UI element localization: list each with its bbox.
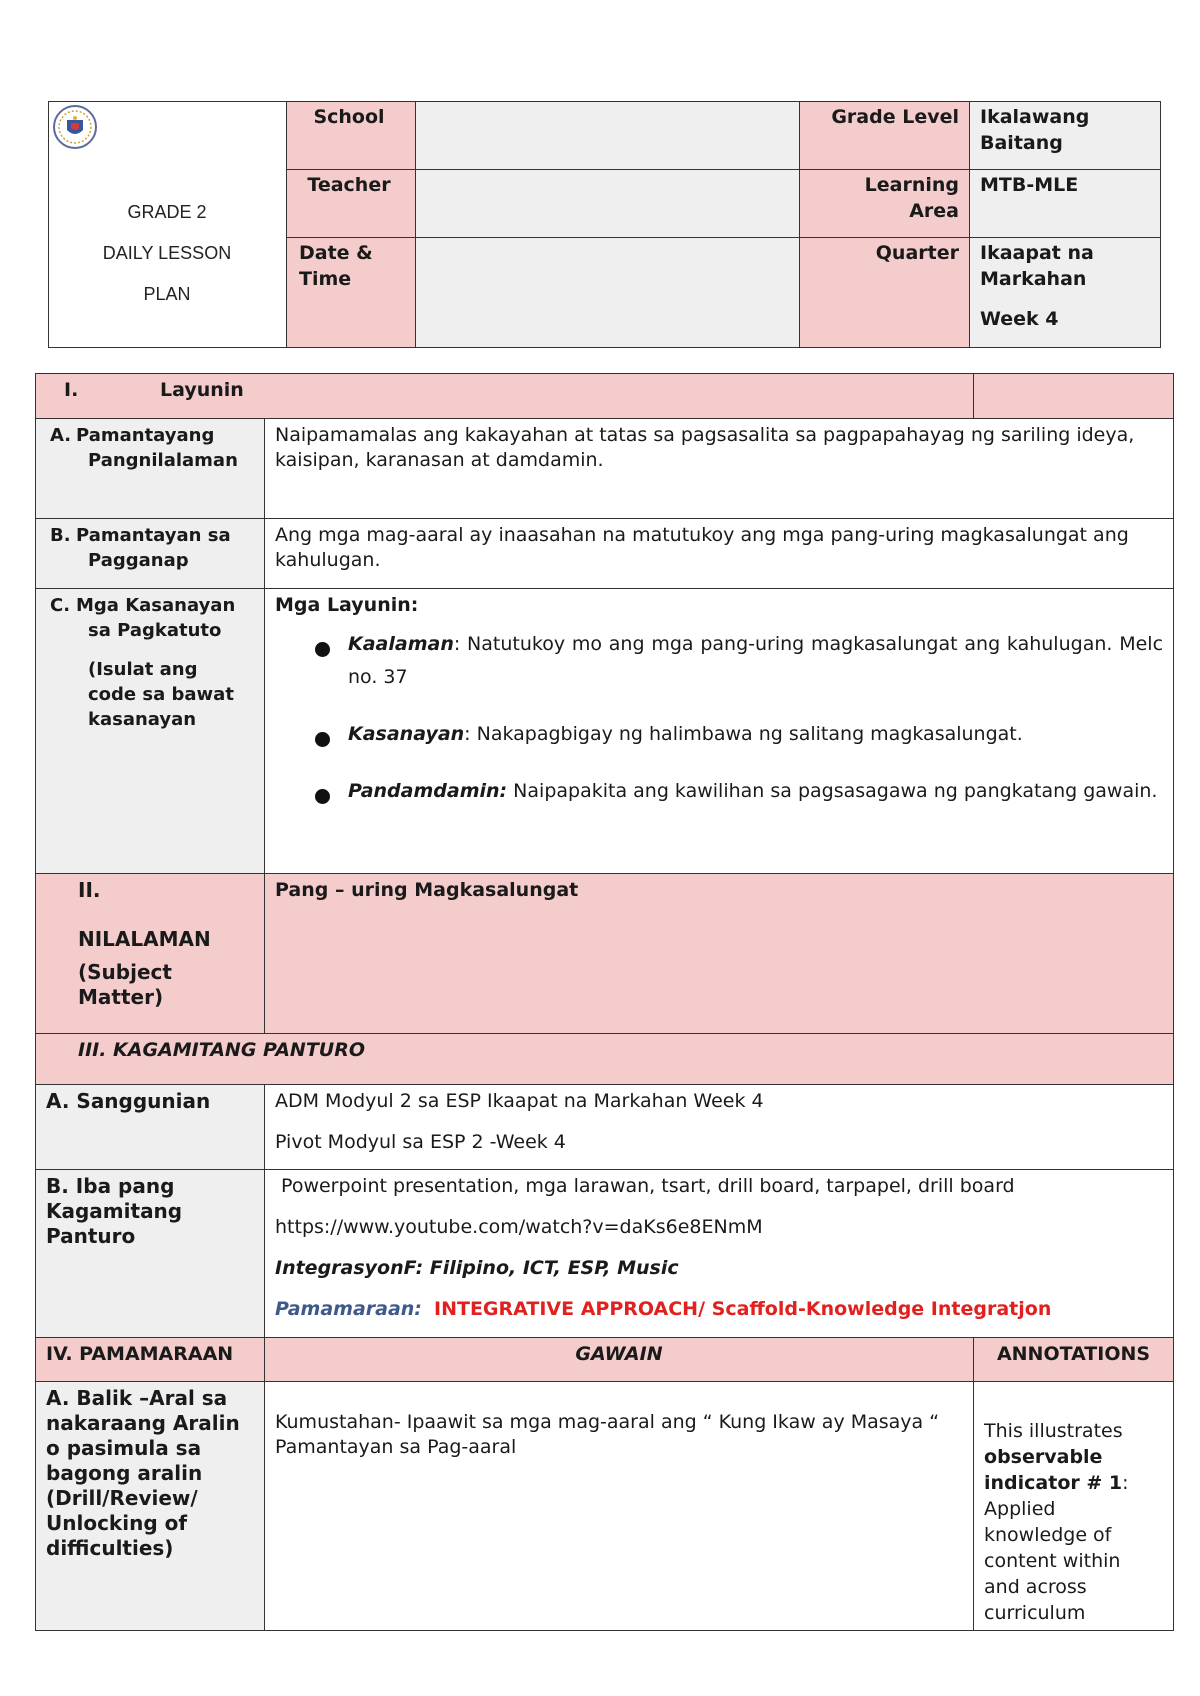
youtube-link[interactable]: https://www.youtube.com/watch?v=daKs6e8ENmM xyxy=(275,1216,763,1238)
iba-pang-kagamitan-label xyxy=(36,1170,265,1338)
nilalaman-topic: Pang – uring Magkasalungat xyxy=(265,874,1174,1034)
balik-label-7: difficulties) xyxy=(46,1536,174,1560)
c-note-2: code sa bawat xyxy=(88,684,234,705)
integrasyon-line: IntegrasyonF: Filipino, ICT, ESP, Music xyxy=(275,1257,679,1279)
learning-area-label xyxy=(800,170,970,238)
grade-level-label: Grade Level xyxy=(800,102,970,170)
nilalaman-number: II. xyxy=(78,878,101,902)
pamantayan-pagganap-label xyxy=(36,519,265,589)
objective-term: Pandamdamin: xyxy=(348,780,508,802)
a-label-1: Pamantayang xyxy=(76,425,215,446)
quarter-value xyxy=(970,238,1161,348)
layunin-title: Layunin xyxy=(160,379,244,401)
grade-level-line-2: Baitang xyxy=(980,132,1063,154)
kumustahan-text: Kumustahan- Ipaawit sa mga mag-aaral ang “ Kung Ikaw ay Masaya “ xyxy=(275,1411,940,1433)
week-label: Week 4 xyxy=(980,308,1059,330)
grade-level-value xyxy=(970,102,1161,170)
balik-aral-label xyxy=(36,1382,265,1631)
objective-text: Naipapakita ang kawilihan sa pagsasagawa ng pangkatang gawain. xyxy=(507,780,1158,802)
iba-pang-kagamitan-content xyxy=(265,1170,1174,1338)
pamamaraan-label: Pamamaraan: xyxy=(275,1298,422,1320)
doc-type-line-2: PLAN xyxy=(143,284,191,304)
quarter-line-2: Markahan xyxy=(980,268,1087,290)
objectives-list xyxy=(275,628,1163,808)
nilalaman-title: NILALAMAN xyxy=(78,927,211,951)
iba-label-2: Kagamitang xyxy=(46,1199,183,1223)
kasanayan-label xyxy=(36,589,265,874)
b-label-2: Pagganap xyxy=(88,550,189,571)
nilalaman-label xyxy=(36,874,265,1034)
c-note-1: (Isulat ang xyxy=(88,659,198,680)
doc-type-line-1: DAILY LESSON xyxy=(102,243,232,263)
iba-label-1: B. Iba pang xyxy=(46,1174,175,1198)
b-label-1: Pamantayan sa xyxy=(76,525,231,546)
learning-area-line-1: Learning xyxy=(864,174,959,196)
balik-label-3: o pasimula sa xyxy=(46,1436,202,1460)
materials-line: Powerpoint presentation, mga larawan, tsart, drill board, tarpapel, drill board xyxy=(275,1175,1015,1197)
kasanayan-content xyxy=(265,589,1174,874)
grade-level-line-1: Ikalawang xyxy=(980,106,1090,128)
objective-term: Kaalaman xyxy=(348,633,454,655)
balik-label-1: A. Balik –Aral sa xyxy=(46,1386,228,1410)
layunin-header-blank xyxy=(974,374,1174,419)
balik-label-5: (Drill/Review/ xyxy=(46,1486,198,1510)
date-line-1: Date & xyxy=(299,242,373,264)
annotation-line-5: knowledge of xyxy=(984,1524,1112,1546)
deped-seal-icon xyxy=(52,104,98,150)
bullet-icon xyxy=(315,789,330,804)
teacher-label: Teacher xyxy=(287,170,416,238)
learning-area-value: MTB-MLE xyxy=(970,170,1161,238)
annotation-line-6: content within xyxy=(984,1550,1121,1572)
school-label: School xyxy=(287,102,416,170)
date-label xyxy=(287,238,416,348)
date-line-2: Time xyxy=(299,268,352,290)
pamantayan-pag-aaral-text: Pamantayan sa Pag-aaral xyxy=(275,1436,517,1458)
annotation-line-8: curriculum xyxy=(984,1602,1086,1624)
school-field[interactable] xyxy=(416,102,800,170)
c-letter: C. xyxy=(50,595,71,616)
objective-term: Kasanayan xyxy=(348,723,465,745)
objective-item xyxy=(275,718,1163,751)
layunin-number: I. xyxy=(64,379,79,401)
sanggunian-label: A. Sanggunian xyxy=(36,1085,265,1170)
iba-label-3: Panturo xyxy=(46,1224,136,1248)
grade-title: GRADE 2 xyxy=(127,202,207,222)
c-note-3: kasanayan xyxy=(88,709,197,730)
learning-area-line-2: Area xyxy=(909,200,959,222)
annotation-line-4: Applied xyxy=(984,1498,1056,1520)
balik-label-4: bagong aralin xyxy=(46,1461,203,1485)
c-label-1: Mga Kasanayan xyxy=(76,595,236,616)
annotations-header: ANNOTATIONS xyxy=(974,1338,1174,1382)
pamamaraan-header: IV. PAMAMARAAN xyxy=(36,1338,265,1382)
objective-item xyxy=(275,628,1163,694)
annotation-colon: : xyxy=(1122,1472,1129,1494)
teacher-field[interactable] xyxy=(416,170,800,238)
a-label-2: Pangnilalaman xyxy=(88,450,238,471)
lesson-table xyxy=(35,373,1174,1631)
quarter-line-1: Ikaapat na xyxy=(980,242,1094,264)
pamantayan-pagganap-text: Ang mga mag-aaral ay inaasahan na matutukoy ang mga pang-uring magkasalungat ang kahulugan. xyxy=(265,519,1174,589)
b-letter: B. xyxy=(50,525,71,546)
subject-matter-line-2: Matter) xyxy=(78,985,164,1009)
subject-matter-line-1: (Subject xyxy=(78,960,172,984)
mga-layunin-heading: Mga Layunin: xyxy=(275,594,419,616)
annotation-line-1: This illustrates xyxy=(984,1420,1123,1442)
sanggunian-content xyxy=(265,1085,1174,1170)
objective-text: : Natutukoy mo ang mga pang-uring magkasalungat ang kahulugan. Melc no. 37 xyxy=(348,633,1164,688)
pamantayang-pangnilalaman-text: Naipamamalas ang kakayahan at tatas sa pagsasalita sa pagpapahayag ng sariling ideya, kaisipan, karanasan at damdamin. xyxy=(265,419,1174,519)
objective-text: : Nakapagbigay ng halimbawa ng salitang magkasalungat. xyxy=(464,723,1023,745)
sanggunian-line-2: Pivot Modyul sa ESP 2 -Week 4 xyxy=(275,1131,566,1153)
layunin-header xyxy=(36,374,974,419)
balik-label-6: Unlocking of xyxy=(46,1511,188,1535)
quarter-label: Quarter xyxy=(800,238,970,348)
bullet-icon xyxy=(315,642,330,657)
pamantayang-pangnilalaman-label xyxy=(36,419,265,519)
pamamaraan-value: INTEGRATIVE APPROACH/ Scaffold-Knowledge Integratjon xyxy=(434,1298,1052,1320)
balik-aral-content xyxy=(265,1382,974,1631)
annotation-line-7: and across xyxy=(984,1576,1087,1598)
balik-label-2: nakaraang Aralin xyxy=(46,1411,240,1435)
sanggunian-line-1: ADM Modyul 2 sa ESP Ikaapat na Markahan Week 4 xyxy=(275,1090,764,1112)
date-field[interactable] xyxy=(416,238,800,348)
kagamitan-header: III. KAGAMITANG PANTURO xyxy=(36,1034,1174,1085)
a-letter: A. xyxy=(50,425,72,446)
gawain-header: GAWAIN xyxy=(265,1338,974,1382)
bullet-icon xyxy=(315,732,330,747)
annotation-line-3: indicator # 1 xyxy=(984,1472,1123,1494)
c-label-2: sa Pagkatuto xyxy=(88,620,222,641)
annotation-line-2: observable xyxy=(984,1446,1103,1468)
annotation-content xyxy=(974,1382,1174,1631)
objective-item xyxy=(275,775,1163,808)
lesson-plan-title xyxy=(48,192,286,315)
